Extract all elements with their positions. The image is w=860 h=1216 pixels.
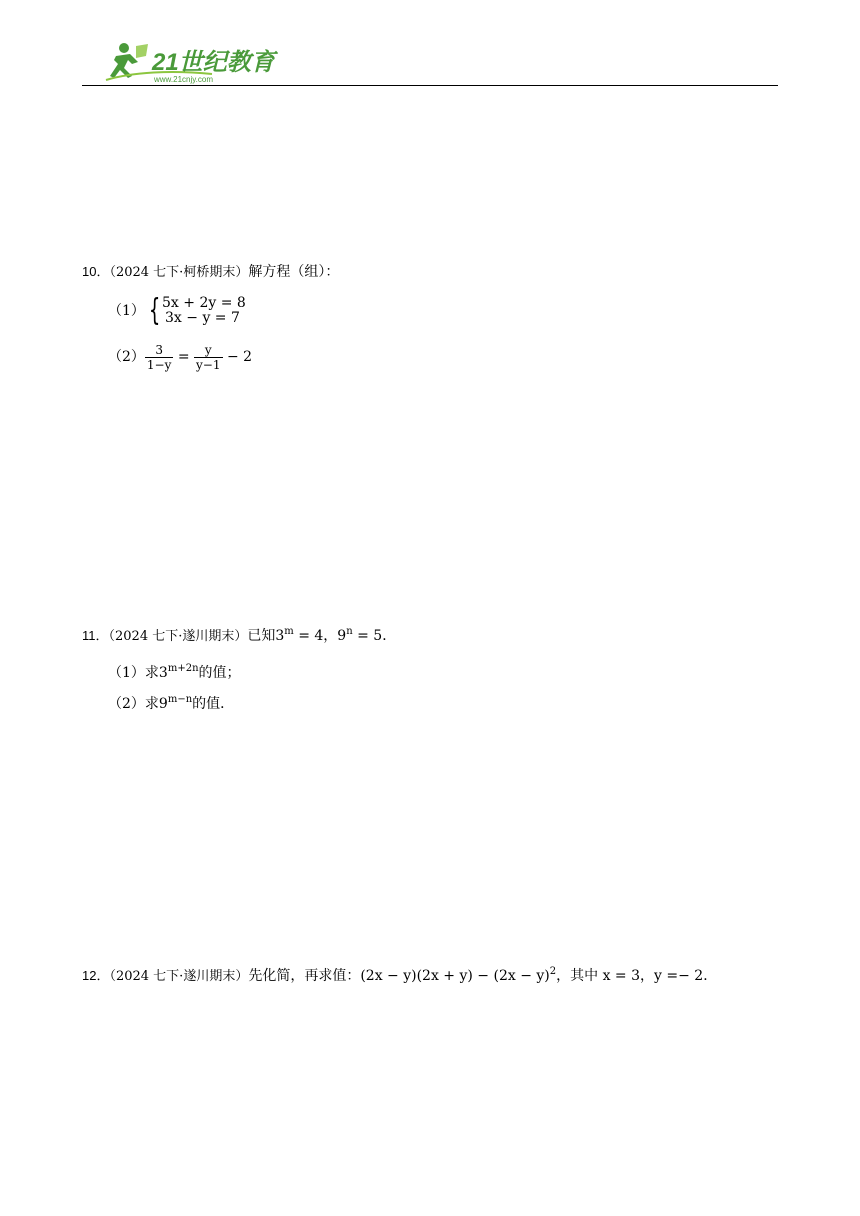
exponent: m (284, 626, 294, 637)
fraction-denominator: y−1 (196, 357, 221, 372)
part-text: 求9 (144, 696, 168, 712)
exponent: m+2n (167, 663, 199, 674)
fraction-numerator: y (194, 343, 222, 358)
question-11-part-1 (108, 659, 241, 683)
question-10-part-2 (108, 340, 252, 374)
expression: (2x − y)(2x + y) − (2x − y) (360, 968, 550, 984)
question-prompt: 先化简，再求值： (248, 968, 361, 984)
question-number: 11． (82, 628, 109, 643)
question-number: 12． (82, 968, 110, 983)
fraction-denominator: 1−y (146, 357, 172, 372)
question-prompt-mid: = 4，9 (293, 628, 347, 644)
equation-1: 5x + 2y = 8 (162, 295, 246, 311)
question-12 (82, 962, 717, 987)
logo (102, 40, 292, 84)
page-header (82, 36, 778, 86)
question-10-part-1 (108, 294, 246, 328)
part-label: （2） (108, 696, 145, 712)
fraction-1 (145, 343, 173, 372)
question-11 (82, 622, 396, 647)
question-prompt: 解方程（组）： (248, 264, 340, 280)
question-source: （2024 七下·遂川期末） (109, 969, 249, 984)
equation-2: 3x − y = 7 (165, 310, 240, 326)
fraction-numerator: 3 (145, 343, 173, 358)
question-prompt: 已知3 (247, 628, 285, 644)
part-label: （2） (108, 349, 145, 365)
part-text-end: 的值． (192, 696, 235, 712)
equals-sign: = (177, 349, 190, 365)
exponent: n (346, 626, 353, 637)
question-10 (82, 262, 339, 283)
equation-tail: − 2 (226, 349, 253, 365)
equation-system (162, 296, 246, 326)
part-label: （1） (108, 665, 145, 681)
logo-text: 21世纪教育 (152, 49, 275, 76)
fraction-2 (194, 343, 222, 372)
part-text-end: 的值； (198, 665, 241, 681)
question-prompt-end: = 5． (352, 628, 397, 644)
exponent: m−n (167, 694, 193, 705)
part-label: （1） (108, 303, 145, 319)
exponent: 2 (549, 966, 557, 977)
brace-symbol: { (148, 293, 161, 328)
question-11-part-2 (108, 690, 234, 714)
header-divider (82, 85, 778, 86)
logo-url: www.21cnjy.com (154, 75, 213, 84)
question-number: 10． (82, 264, 110, 279)
question-source: （2024 七下·遂川期末） (108, 629, 248, 644)
question-source: （2024 七下·柯桥期末） (109, 265, 249, 280)
part-text: 求3 (144, 665, 168, 681)
question-prompt-end: ，其中 x = 3，y =− 2． (556, 968, 718, 984)
